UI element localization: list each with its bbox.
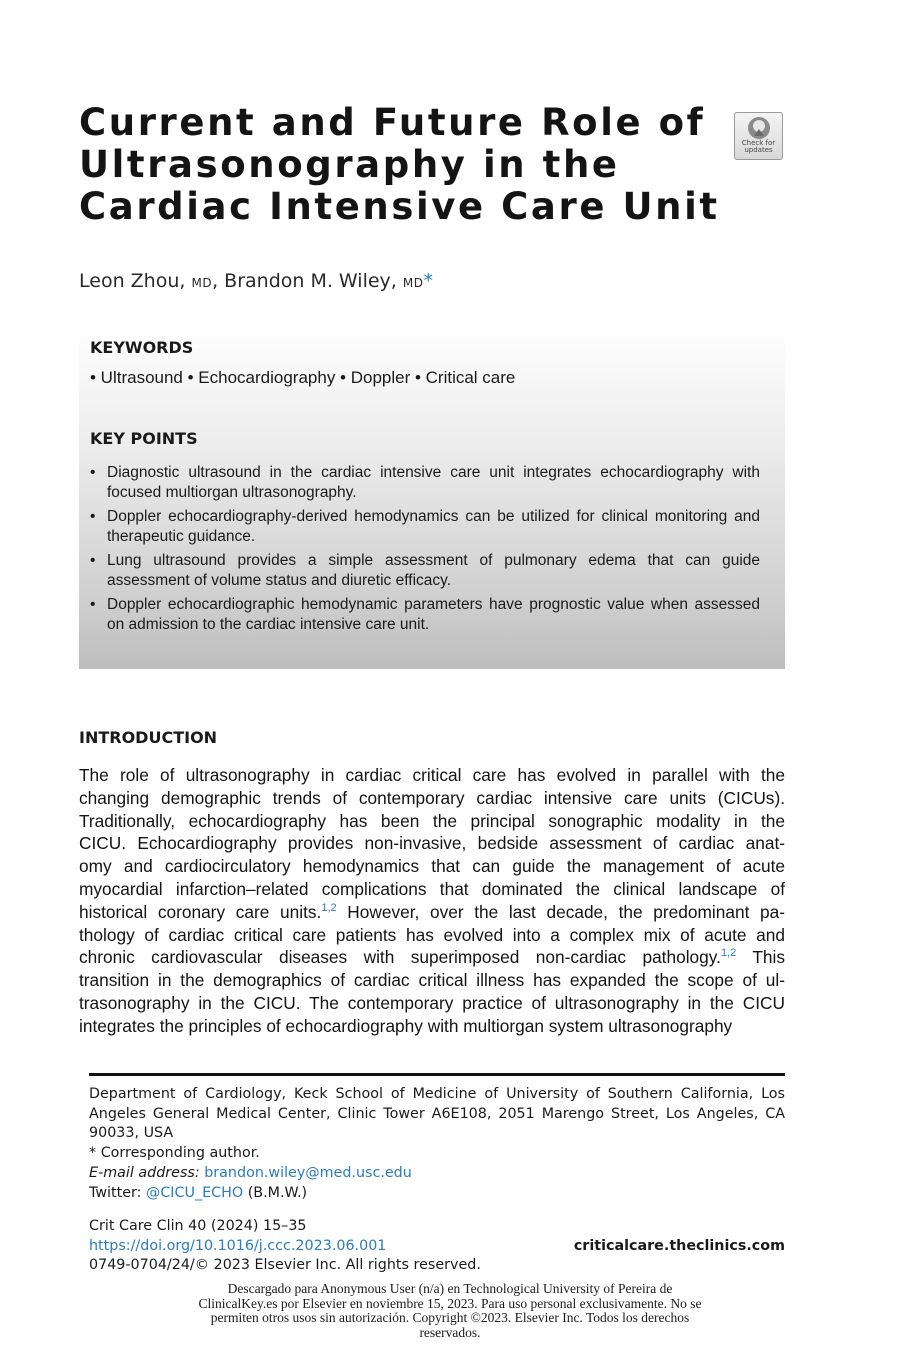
affiliation-line: 90033, USA [89, 1125, 174, 1142]
key-point-item: • Diagnostic ultrasound in the cardiac intensive care unit integrates echocardiography with focused multiorgan ultrasonography. [90, 463, 760, 502]
keywords-keypoints-box [79, 325, 785, 669]
notice-line: Descargado para Anonymous User (n/a) en Technological University of Pereira de [227, 1281, 673, 1296]
author-name: Brandon M. Wiley, [224, 270, 397, 292]
body-line [79, 946, 785, 969]
body-line: transition in the demographics of cardiac critical illness has expanded the scope of ul- [79, 970, 785, 991]
body-line: CICU. Echocardiography provides non-invasive, bedside assessment of cardiac anat- [79, 833, 785, 854]
key-points-list [90, 463, 760, 639]
keywords-list: • Ultrasound • Echocardiography • Doppler • Critical care [90, 368, 516, 387]
body-text: historical coronary care units. [79, 901, 322, 922]
author-separator: , [212, 270, 219, 292]
check-for-updates-icon [746, 116, 772, 140]
notice-line: permiten otros usos sin autorización. Copyright ©2023. Elsevier Inc. Todos los derechos [210, 1310, 690, 1325]
badge-label: Check for [741, 139, 776, 147]
body-line: The role of ultrasonography in cardiac critical care has evolved in parallel with the [79, 765, 785, 785]
author-degree: MD [402, 276, 424, 290]
corresponding-author-note: * Corresponding author. [89, 1145, 260, 1162]
footnote-divider [89, 1073, 785, 1076]
key-points-heading: KEY POINTS [90, 429, 198, 448]
body-text: chronic cardiovascular diseases with superimposed non-cardiac pathology. [79, 947, 721, 968]
keywords-heading: KEYWORDS [90, 338, 194, 357]
twitter-line [89, 1184, 785, 1204]
body-line: Traditionally, echocardiography has been the principal sonographic modality in the [79, 810, 785, 831]
introduction-heading: INTRODUCTION [79, 728, 218, 747]
copyright-line: 0749-0704/24/© 2023 Elsevier Inc. All rights reserved. [89, 1257, 481, 1274]
key-point-item: • Doppler echocardiography-derived hemodynamics can be utilized for clinical monitoring and therapeutic guidance. [90, 507, 760, 546]
title-line: Current and Future Role of [79, 101, 706, 144]
body-line: thology of cardiac critical care patients has evolved into a complex mix of acute and [79, 924, 785, 945]
affiliation-line: Angeles General Medical Center, Clinic Tower A6E108, 2051 Marengo Street, Los Angeles, CA [89, 1105, 785, 1122]
body-line: changing demographic trends of contemporary cardiac intensive care units (CICUs). [79, 787, 785, 808]
author-name: Leon Zhou, [79, 270, 186, 292]
key-point-item: • Doppler echocardiographic hemodynamic parameters have prognostic value when assessed on admission to the cardiac intensive care unit. [90, 595, 760, 634]
title-line: Ultrasonography in the [79, 143, 620, 186]
article-title [79, 102, 719, 228]
citation-link[interactable]: 1,2 [321, 902, 337, 915]
check-for-updates-badge[interactable] [734, 112, 783, 160]
twitter-label: Twitter: [89, 1184, 142, 1201]
email-line [89, 1164, 785, 1184]
notice-line: reservados. [419, 1324, 481, 1340]
email-label: E-mail address: [89, 1164, 200, 1181]
body-text: However, over the last decade, the predominant pa- [336, 901, 786, 922]
title-line: Cardiac Intensive Care Unit [79, 185, 720, 228]
key-point-item: • Lung ultrasound provides a simple assessment of pulmonary edema that can guide assessment of volume status and diuretic efficacy. [90, 551, 760, 590]
body-line: trasonography in the CICU. The contemporary practice of ultrasonography in the CICU [79, 992, 785, 1013]
journal-citation: Crit Care Clin 40 (2024) 15–35 [89, 1218, 307, 1234]
journal-website[interactable]: criticalcare.theclinics.com [573, 1237, 785, 1254]
twitter-suffix: (B.M.W.) [247, 1184, 308, 1201]
body-line: omy and cardiocirculatory hemodynamics that can guide the management of acute [79, 856, 785, 877]
body-line: myocardial infarction–related complications that dominated the clinical landscape of [79, 878, 785, 899]
bibliographic-info [89, 1217, 785, 1276]
body-line: integrates the principles of echocardiography with multiorgan system ultrasonography [79, 1015, 733, 1036]
notice-line: ClinicalKey.es por Elsevier en noviembre 15, 2023. Para uso personal exclusivamente. No se [198, 1295, 702, 1311]
body-line [79, 901, 785, 924]
download-notice [140, 1282, 760, 1340]
author-list [79, 270, 433, 292]
badge-label: updates [744, 146, 773, 154]
corresponding-author-mark[interactable]: * [423, 270, 433, 292]
footnote [89, 1085, 785, 1203]
email-link[interactable]: brandon.wiley@med.usc.edu [204, 1164, 412, 1181]
doi-link[interactable]: https://doi.org/10.1016/j.ccc.2023.06.001 [89, 1237, 387, 1254]
introduction-body [79, 764, 785, 1038]
author-degree: MD [191, 276, 213, 290]
affiliation-line: Department of Cardiology, Keck School of Medicine of University of Southern California, Los [89, 1086, 785, 1102]
citation-link[interactable]: 1,2 [720, 947, 737, 960]
body-text: This [736, 947, 785, 968]
twitter-link[interactable]: @CICU_ECHO [146, 1184, 244, 1201]
